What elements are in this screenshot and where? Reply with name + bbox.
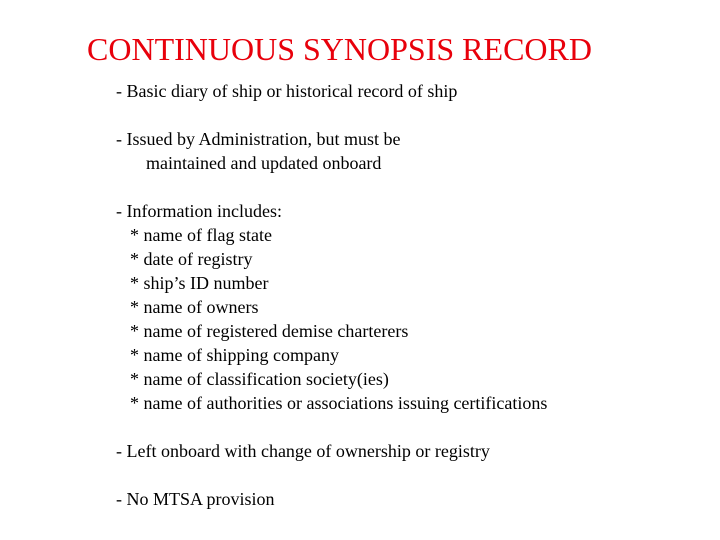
sub-item-owners: * name of owners xyxy=(130,297,259,317)
spacer xyxy=(116,415,547,439)
bullet-information-includes: - Information includes: xyxy=(116,201,282,221)
slide-body xyxy=(116,79,547,511)
sub-item-flag-state: * name of flag state xyxy=(130,225,272,245)
bullet-basic-diary: - Basic diary of ship or historical record of ship xyxy=(116,81,458,101)
spacer xyxy=(116,175,547,199)
sub-item-classification-society: * name of classification society(ies) xyxy=(130,369,389,389)
slide-title: CONTINUOUS SYNOPSIS RECORD xyxy=(87,31,592,67)
sub-item-demise-charterers: * name of registered demise charterers xyxy=(130,321,409,341)
sub-item-ship-id: * ship’s ID number xyxy=(130,273,269,293)
spacer xyxy=(116,463,547,487)
sub-item-authorities: * name of authorities or associations issuing certifications xyxy=(130,393,548,413)
sub-item-shipping-company: * name of shipping company xyxy=(130,345,339,365)
spacer xyxy=(116,103,547,127)
bullet-left-onboard: - Left onboard with change of ownership or registry xyxy=(116,441,490,461)
bullet-issued-by: - Issued by Administration, but must be xyxy=(116,129,401,149)
bullet-issued-by-continued: maintained and updated onboard xyxy=(146,153,382,173)
sub-item-date-of-registry: * date of registry xyxy=(130,249,253,269)
bullet-no-mtsa: - No MTSA provision xyxy=(116,489,275,509)
